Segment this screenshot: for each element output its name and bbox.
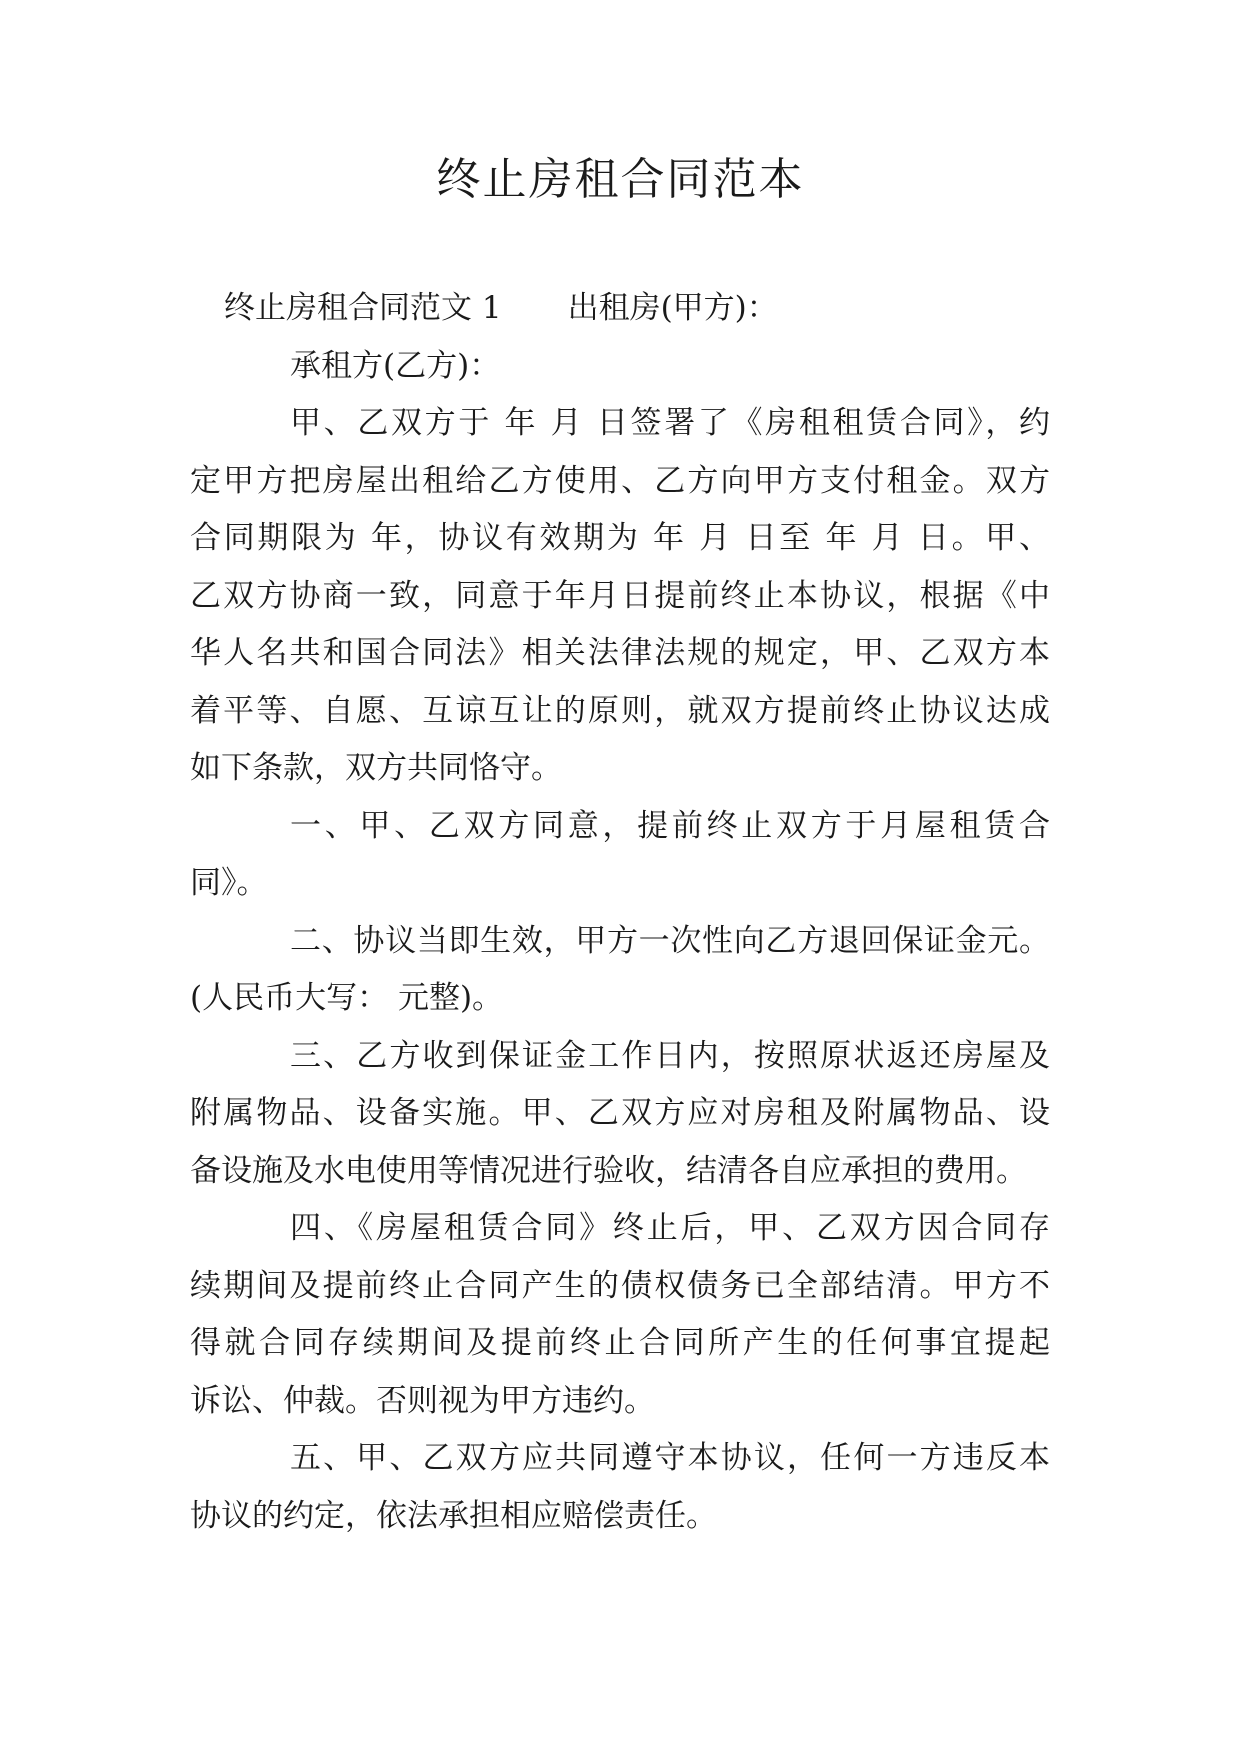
text-line	[190, 280, 1050, 338]
text-line: 备设施及水电使用等情况进行验收，结清各自应承担的费用。	[190, 1152, 1027, 1189]
lessor-label: 出租房(甲方)：	[567, 290, 778, 326]
clause-3: 三、乙方收到保证金工作日内，按照原状返还房屋及	[290, 1037, 1050, 1074]
clause-1: 一、甲、乙双方同意，提前终止双方于月屋租赁合	[290, 807, 1050, 844]
text-line: (人民币大写： 元整)。	[190, 980, 504, 1016]
text-line: 定甲方把房屋出租给乙方使用、乙方向甲方支付租金。双方	[190, 462, 1050, 499]
text-line: 如下条款，双方共同恪守。	[190, 750, 562, 786]
text-line: 同》。	[190, 865, 268, 901]
text-line: 着平等、自愿、互谅互让的原则，就双方提前终止协议达成	[190, 692, 1050, 729]
document-title: 终止房租合同范本	[436, 154, 805, 205]
text-line: 续期间及提前终止合同产生的债权债务已全部结清。甲方不	[190, 1267, 1050, 1304]
text-line: 合同期限为 年，协议有效期为 年 月 日至 年 月 日。甲、	[190, 520, 1050, 556]
clause-5: 五、甲、乙双方应共同遵守本协议，任何一方违反本	[290, 1440, 1050, 1476]
clause-2: 二、协议当即生效，甲方一次性向乙方退回保证金元。	[290, 922, 1050, 959]
document-body	[190, 280, 1050, 1545]
text-line: 甲、乙双方于 年 月 日签署了《房租租赁合同》，约	[290, 405, 1050, 441]
section-heading: 终止房租合同范文 1	[224, 290, 502, 326]
text-line: 附属物品、设备实施。甲、乙双方应对房租及附属物品、设	[190, 1095, 1050, 1131]
text-line: 协议的约定，依法承担相应赔偿责任。	[190, 1497, 717, 1534]
clause-4: 四、《房屋租赁合同》终止后，甲、乙双方因合同存	[290, 1210, 1050, 1246]
lessee-label: 承租方(乙方)：	[290, 347, 501, 384]
text-line: 华人名共和国合同法》相关法律法规的规定，甲、乙双方本	[190, 635, 1050, 671]
text-line: 得就合同存续期间及提前终止合同所产生的任何事宜提起	[190, 1325, 1050, 1361]
text-line: 诉讼、仲裁。否则视为甲方违约。	[190, 1382, 655, 1419]
text-line: 乙双方协商一致，同意于年月日提前终止本协议，根据《中	[190, 577, 1050, 614]
